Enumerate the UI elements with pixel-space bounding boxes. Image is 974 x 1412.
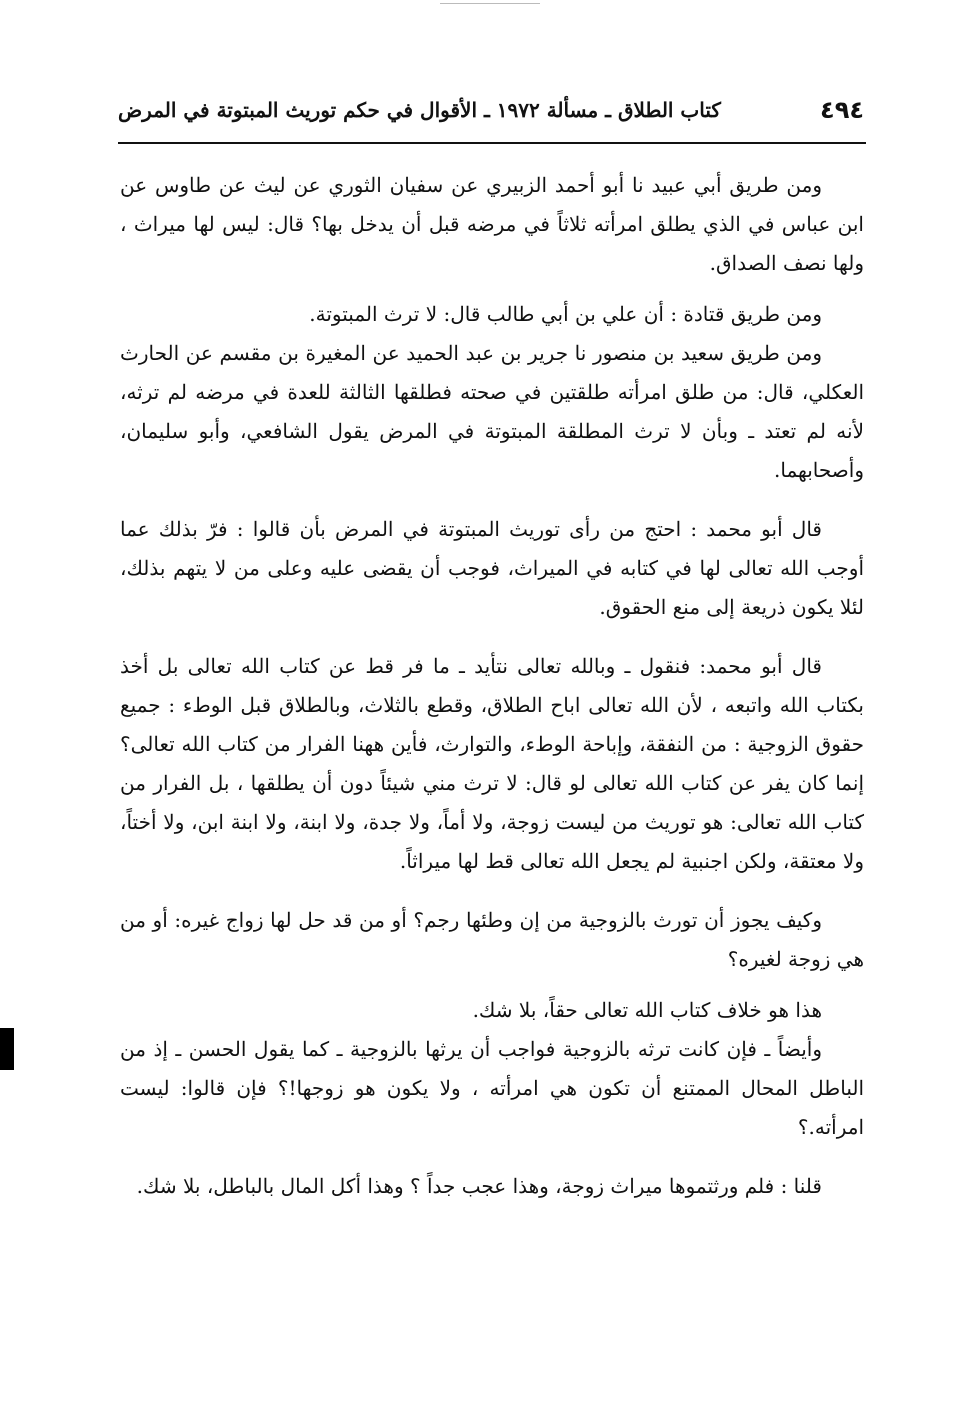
paragraph-how-can-she-inherit: وكيف يجوز أن تورث بالزوجية من إن وطئها رجم؟ أو من قد حل لها زواج غيره: أو من هي زوجة لغيره؟	[120, 908, 864, 971]
paragraph-qatada-chain: ومن طريق قتادة : أن علي بن أبي طالب قال: لا ترث المبتوتة.	[309, 302, 822, 326]
scan-edge-mark	[0, 1028, 14, 1070]
page-header	[118, 92, 864, 136]
paragraph-abu-ubaid-chain: ومن طريق أبي عبيد نا أبو أحمد الزبيري عن سفيان الثوري عن ليث عن طاوس عن ابن عباس في الذي يطلق امرأته ثلاثاً في مرضه قبل أن يدخل بها؟ قال: ليس لها ميراث ، ولها نصف الصداق.	[120, 173, 864, 275]
paragraph-contrary-to-quran: هذا هو خلاف كتاب الله تعالى حقاً، بلا شك.	[472, 998, 822, 1022]
page-body	[120, 166, 864, 1206]
paragraph-argument-for-inheritance: قال أبو محمد : احتج من رأى توريث المبتوتة في المرض بأن قالوا : فرّ بذلك عما أوجب الله تعالى لها في كتابه في الميراث، فوجب أن يقضى عليه وعلى من لا يتهم بذلك، لئلا يكون ذريعة إلى منع الحقوق.	[120, 517, 864, 619]
page-number: ٤٩٤	[820, 96, 864, 124]
scan-top-mark	[440, 3, 540, 4]
running-title: كتاب الطلاق ـ مسألة ١٩٧٢ ـ الأقوال في حكم توريث المبتوتة في المرض	[118, 98, 721, 122]
paragraph-said-ibn-mansur-chain: ومن طريق سعيد بن منصور نا جرير بن عبد الحميد عن المغيرة بن مقسم عن الحارث العكلي، قال: من طلق امرأته طلقتين في صحته فطلقها الثالثة للعدة في مرضه لم ترثه، لأنه لم تعتد ـ وبأن لا ترث المطلقة المبتوتة في المرض يقول الشافعي، وأبو سليمان، وأصحابهما.	[120, 341, 864, 482]
paragraph-conclusion: قلنا : فلم ورثتموها ميراث زوجة، وهذا عجب جداً ؟ وهذا أكل المال بالباطل، بلا شك.	[136, 1174, 822, 1198]
paragraph-mutual-inheritance: وأيضاً ـ فإن كانت ترثه بالزوجية فواجب أن يرثها بالزوجية ـ كما يقول الحسن ـ إذ من الباطل المحال الممتنع أن تكون هي امرأته ، ولا يكون هو زوجها!؟ فإن قالوا: ليست امرأته.؟	[120, 1037, 864, 1139]
paragraph-abu-muhammad-reply: قال أبو محمد: فنقول ـ وبالله تعالى نتأيد ـ ما فر قط عن كتاب الله تعالى بل أخذ بكتاب الله واتبعه ، لأن الله تعالى اباح الطلاق، وقطع بالثلاث، وبالطلاق قبل الوطء : جميع حقوق الزوجية : من النفقة، وإباحة الوطء، والتوارث، فأين ههنا الفرار من كتاب الله تعالى؟ إنما كان يفر عن كتاب الله تعالى لو قال: لا ترث مني شيئاً دون أن يطلقها ، بل الفرار من كتاب الله تعالى: هو توريث من ليست زوجة، ولا أماً، ولا جدة، ولا ابنة، ولا ابنة ابن، ولا أختاً، ولا معتقة، ولكن اجنبية لم يجعل الله تعالى قط لها ميراثاً.	[120, 654, 865, 873]
header-rule	[118, 142, 866, 144]
